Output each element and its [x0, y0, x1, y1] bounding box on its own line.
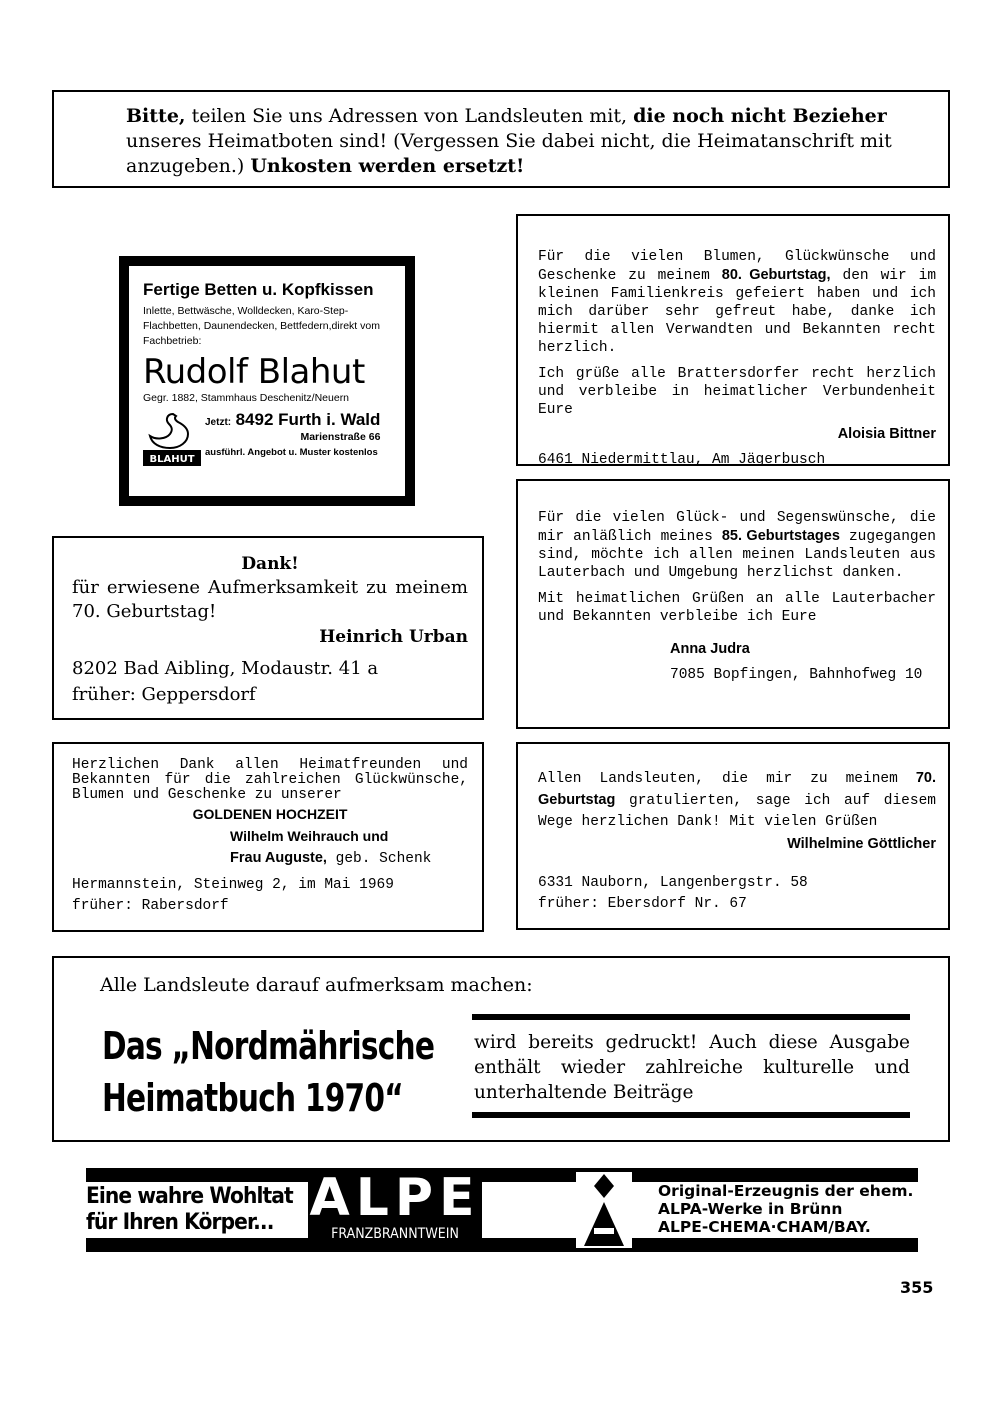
goettlicher-card — [516, 742, 950, 930]
heimatbuch-box — [52, 956, 950, 1142]
goettlicher-paragraph — [538, 768, 936, 833]
judra-paragraph-2: Mit heimatlichen Grüßen an alle Lauterbacher und Bekannten verbleibe ich Eure — [538, 591, 936, 625]
alpe-brand-block — [308, 1168, 482, 1252]
goettlicher-birthday: 70. Geburtstag — [538, 770, 936, 808]
notice-text — [126, 104, 926, 179]
hochzeit-former: früher: Rabersdorf — [72, 898, 229, 914]
bittner-text-c: den wir im kleinen Familienkreis gefeiert haben und ich mich darüber sehr gefreut habe, danke ich hiermit allen Verwandten und Bekannten recht herzlich. — [538, 268, 937, 356]
alpe-emblem-icon — [576, 1172, 632, 1248]
hochzeit-card — [52, 742, 484, 932]
judra-card — [516, 479, 950, 729]
blahut-jetzt: Jetzt: — [205, 417, 232, 428]
blahut-address-row — [143, 410, 393, 468]
blahut-founded: Gegr. 1882, Stammhaus Deschenitz/Neuern — [143, 392, 350, 404]
blahut-products: Inlette, Bettwäsche, Wolldecken, Karo-Step-Flachbetten, Daunendecken, Bettfedern,direkt vom Fachbetrieb: — [143, 305, 380, 347]
judra-paragraph-1 — [538, 509, 936, 582]
notice-lead: Bitte, — [126, 105, 186, 127]
heimatbuch-description: wird bereits gedruckt! Auch diese Ausgabe enthält wieder zahlreiche kulturelle und unterhaltende Beiträge — [474, 1032, 910, 1103]
alpe-slogan-1: Eine wahre Wohltat — [86, 1184, 293, 1209]
goettlicher-address: 6331 Nauborn, Langenbergstr. 58 — [538, 875, 808, 891]
notice-bold-2: Unkosten werden ersetzt! — [250, 155, 525, 177]
judra-text-a: Für die vielen Glück- und Segenswünsche, die mir anläßlich meines — [538, 510, 936, 545]
notice-bold-1: die noch nicht Bezieher — [633, 105, 887, 127]
judra-address: 7085 Bopfingen, Bahnhofweg 10 — [670, 667, 923, 683]
goettlicher-signature: Wilhelmine Göttlicher — [787, 836, 936, 852]
alpe-bar-top — [86, 1168, 918, 1182]
bittner-birthday: 80. Geburtstag, — [721, 267, 831, 283]
urban-heading: Dank! — [241, 554, 299, 574]
blahut-headline: Fertige Betten u. Kopfkissen — [143, 280, 374, 299]
judra-text-c: zugegangen sind, möchte ich allen meinen Landsleuten aus Lauterbach und Umgebung herzlichst danken. — [538, 529, 936, 581]
goettlicher-former: früher: Ebersdorf Nr. 67 — [538, 896, 747, 912]
urban-card — [52, 536, 484, 720]
heimatbuch-rule-bottom — [472, 1112, 910, 1118]
blahut-offer: ausführl. Angebot u. Muster kostenlos — [205, 447, 378, 458]
hochzeit-address: Hermannstein, Steinweg 2, im Mai 1969 — [72, 877, 394, 893]
heimatbuch-title-1: Das „Nordmährische — [102, 1024, 435, 1068]
page-number: 355 — [900, 1278, 934, 1297]
swan-logo-icon — [143, 410, 201, 468]
notice-text-2: unseres Heimatboten sind! (Vergessen Sie dabei nicht, die Heimatanschrift mit anzugeben.) — [126, 130, 892, 177]
heimatbuch-title-2: Heimatbuch 1970“ — [102, 1076, 403, 1120]
judra-birthday: 85. Geburtstages — [721, 528, 840, 544]
judra-signature: Anna Judra — [670, 641, 750, 657]
bittner-paragraph-2: Ich grüße alle Brattersdorfer recht herzlich und verbleibe in heimatlicher Verbundenheit Eure — [538, 366, 936, 418]
goettlicher-text-a: Allen Landsleuten, die mir zu meinem — [538, 771, 916, 787]
hochzeit-name-1: Wilhelm Weihrauch und — [230, 828, 389, 844]
alpe-info — [654, 1182, 922, 1238]
hochzeit-name-2 — [230, 847, 468, 870]
alpe-product: FRANZBRANNTWEIN — [331, 1226, 459, 1242]
hochzeit-event: GOLDENEN HOCHZEIT — [192, 806, 348, 822]
urban-address: 8202 Bad Aibling, Modaustr. 41 a — [72, 658, 379, 679]
goettlicher-text-c: gratulierten, sage ich auf diesem Wege herzlichen Dank! Mit vielen Grüßen — [538, 793, 936, 830]
blahut-ad — [119, 256, 415, 506]
alpe-info-2: ALPA-Werke in Brünn — [658, 1200, 843, 1218]
bittner-address: 6461 Niedermittlau, Am Jägerbusch — [538, 452, 826, 468]
alpe-brand: ALPE — [309, 1168, 481, 1228]
hochzeit-name-2a: Frau Auguste, — [230, 850, 327, 866]
hochzeit-name-2b: geb. Schenk — [326, 851, 432, 867]
alpe-info-3: ALPE-CHEMA·CHAM/BAY. — [658, 1218, 871, 1236]
blahut-brand: Rudolf Blahut — [143, 352, 365, 392]
heimatbuch-rule-top — [472, 1014, 910, 1020]
alpe-slogan-2: für Ihren Körper... — [86, 1210, 274, 1235]
bittner-signature: Aloisia Bittner — [837, 426, 936, 442]
alpe-info-1: Original-Erzeugnis der ehem. — [658, 1182, 914, 1200]
urban-former: früher: Geppersdorf — [72, 684, 256, 705]
blahut-address — [205, 410, 380, 460]
notice-text-1: teilen Sie uns Adressen von Landsleuten mit, — [185, 105, 634, 127]
alpe-bar-bottom — [86, 1238, 918, 1252]
alpe-ad — [86, 1168, 918, 1252]
alpe-slogan — [86, 1184, 293, 1236]
bittner-card — [516, 214, 950, 466]
blahut-street: Marienstraße 66 — [300, 431, 381, 443]
urban-text: für erwiesene Aufmerksamkeit zu meinem 70. Geburtstag! — [72, 577, 468, 622]
bittner-paragraph-1 — [538, 248, 936, 357]
heimatbuch-lead: Alle Landsleute darauf aufmerksam machen: — [100, 974, 533, 996]
bittner-text-a: Für die vielen Blumen, Glückwünsche und Geschenke zu meinem — [538, 249, 936, 284]
heimatbuch-title — [102, 1020, 434, 1124]
hochzeit-text: Herzlichen Dank allen Heimatfreunden und Bekannten für die zahlreichen Glückwünsche, Blumen und Geschenke zu unserer — [72, 757, 468, 803]
urban-signature: Heinrich Urban — [319, 627, 468, 647]
notice-box — [52, 90, 950, 188]
blahut-logo-text: BLAHUT — [149, 454, 195, 465]
blahut-city: 8492 Furth i. Wald — [235, 410, 381, 429]
